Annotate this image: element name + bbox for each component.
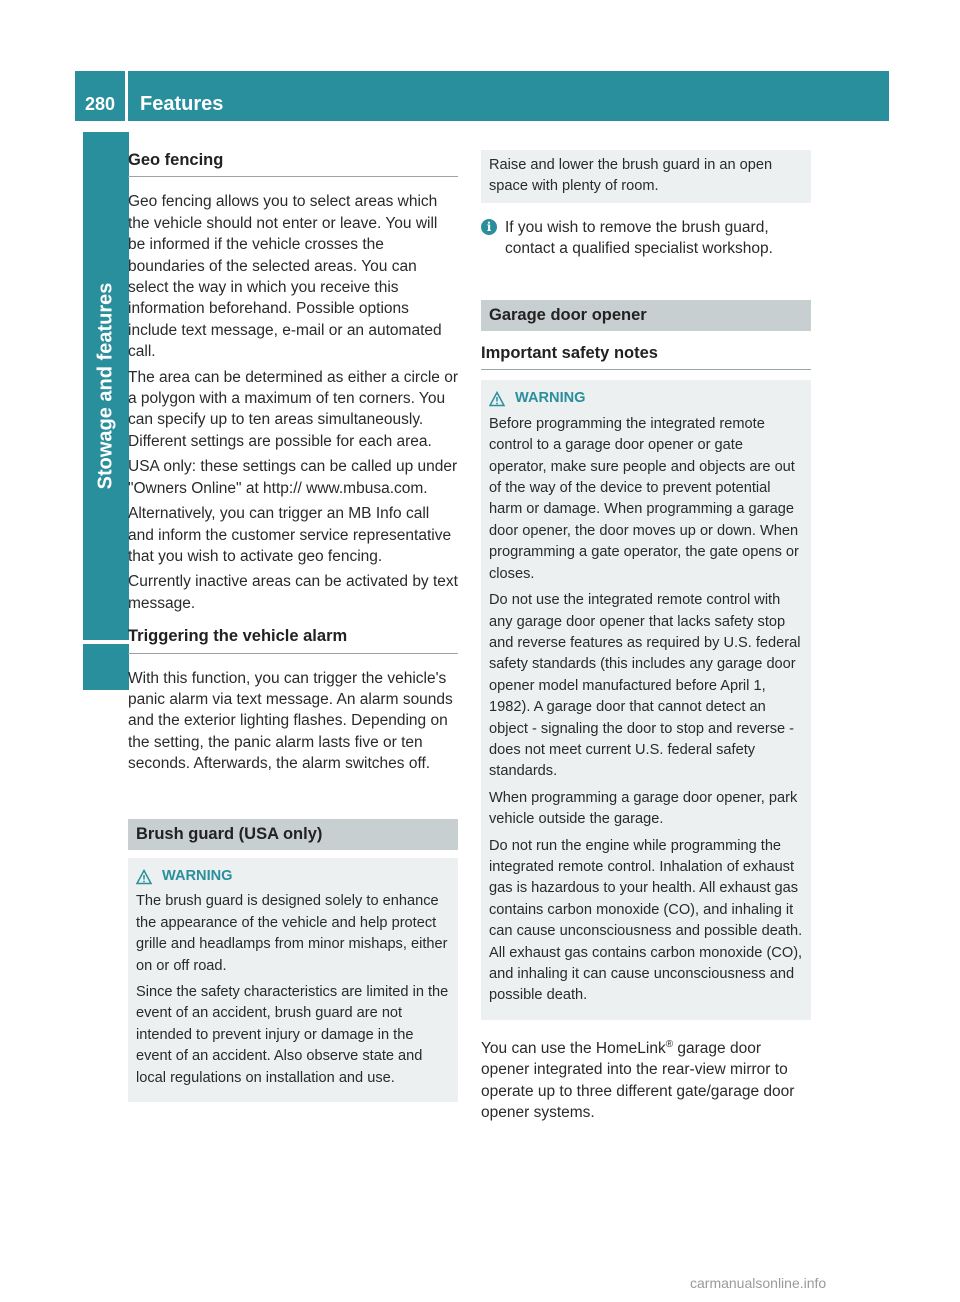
vehicle-alarm-heading: Triggering the vehicle alarm [128,626,458,653]
warning-label: WARNING [162,867,233,884]
garage-door-warning [481,380,811,1019]
header-title: Features [140,93,224,115]
info-note [481,217,811,260]
left-column [128,150,458,1102]
safety-notes-heading: Important safety notes [481,343,811,370]
page-header [75,71,889,121]
header-divider [125,71,128,121]
watermark: carmanualsonline.info [690,1275,827,1291]
brush-guard-heading: Brush guard (USA only) [128,819,458,850]
side-tab-square [83,644,129,690]
warning-label: WARNING [515,390,586,407]
vehicle-alarm-paragraph: With this function, you can trigger the vehicle's panic alarm via text message. An alarm sounds and the exterior lighting flashes. Depending on the setting, the panic alarm lasts five or ten seconds. Afterwards, the alarm switches off. [128,669,453,773]
warning-header [136,866,450,887]
warning-triangle-icon [136,869,152,885]
warning-text: Before programming the integrated remote control to a garage door opener or gate operator, make sure people and objects are out of the way of the device to prevent potential harm or damage. When programming a garage door opener, the door moves up or down. When programming a gate operator, the gate opens or closes. [489,415,799,582]
info-icon: i [481,219,497,235]
brush-guard-note-box: Raise and lower the brush guard in an open space with plenty of room. [481,150,811,203]
garage-door-opener-heading: Garage door opener [481,300,811,331]
warning-header [489,388,803,409]
registered-mark: ® [665,1038,674,1050]
brush-guard-warning [128,858,458,1102]
homelink-paragraph: You can use the HomeLink® garage door opener integrated into the rear-view mirror to operate up to three different gate/garage door opener systems. [481,1038,795,1122]
right-column [481,150,811,1128]
info-text: If you wish to remove the brush guard, contact a qualified specialist workshop. [505,218,773,258]
side-tab-label: Stowage and features [94,282,117,490]
page-number: 280 [84,94,116,114]
geo-fencing-paragraph: The area can be determined as either a circle or a polygon with a maximum of ten corners. You can specify up to ten areas simultaneously. Different settings are possible for each area. [128,368,458,450]
warning-text: When programming a garage door opener, park vehicle outside the garage. [489,789,798,828]
warning-triangle-icon [489,391,505,407]
warning-text: Do not run the engine while programming the integrated remote control. Inhalation of exhaust gas is hazardous to your health. All exhaust gas contains carbon monoxide (CO), and inhaling it can cause unconsciousness and possible death. All exhaust gas contains carbon monoxide (CO), and inhaling it can cause unconsciousness and possible death. [489,837,803,1004]
geo-fencing-paragraph: Currently inactive areas can be activated by text message. [128,573,458,612]
warning-text: Do not use the integrated remote control with any garage door opener that lacks safety stop and reverse features as required by U.S. federal safety standards (this includes any garage door opener model manufactured before April 1, 1982). A garage door that cannot detect an object - signaling the door to stop and reverse - does not meet current U.S. federal safety standards. [489,592,801,780]
geo-fencing-paragraph: Geo fencing allows you to select areas which the vehicle should not enter or leave. You will be informed if the vehicle crosses the boundaries of the selected areas. You can select the way in which you receive this information beforehand. Possible options include text message, e-mail or an automated call. [128,193,442,361]
warning-text: Since the safety characteristics are limited in the event of an accident, brush guard are not intended to prevent injury or damage in the event of an accident. Also observe state and local regulations on installation and use. [136,984,449,1086]
side-tab [83,132,129,640]
geo-fencing-paragraph: USA only: these settings can be called up under "Owners Online" at http:// www.mbusa.com. [128,458,458,497]
geo-fencing-heading: Geo fencing [128,150,458,177]
geo-fencing-paragraph: Alternatively, you can trigger an MB Info call and inform the customer service representative that you wish to activate geo fencing. [128,505,452,565]
warning-text: The brush guard is designed solely to enhance the appearance of the vehicle and help protect grille and headlamps from minor mishaps, either on or off road. [136,893,448,974]
